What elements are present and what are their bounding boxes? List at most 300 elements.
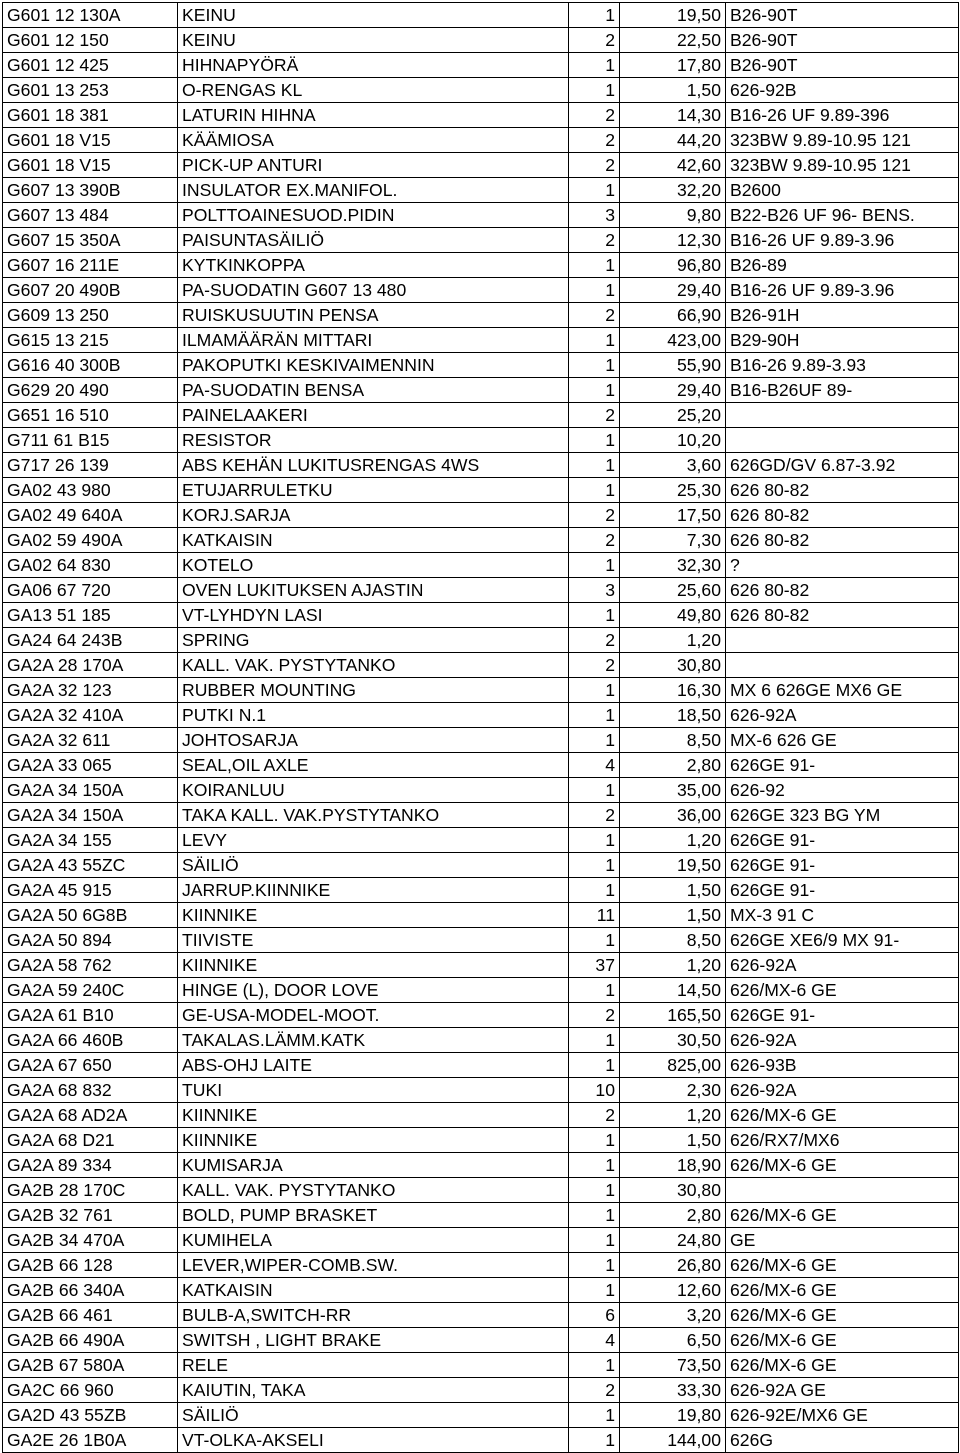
part-code-cell: GA2A 32 123 — [3, 678, 178, 703]
part-name-cell: TUKI — [178, 1078, 569, 1103]
part-code-cell: GA2A 67 650 — [3, 1053, 178, 1078]
quantity-cell: 2 — [569, 1103, 620, 1128]
part-code-cell: GA2B 28 170C — [3, 1178, 178, 1203]
price-cell: 55,90 — [620, 353, 726, 378]
model-cell: 626/MX-6 GE — [726, 1328, 959, 1353]
table-row — [3, 1203, 959, 1228]
quantity-cell: 1 — [569, 428, 620, 453]
quantity-cell: 2 — [569, 503, 620, 528]
quantity-cell: 2 — [569, 803, 620, 828]
part-name-cell: RUISKUSUUTIN PENSA — [178, 303, 569, 328]
part-name-cell: ETUJARRULETKU — [178, 478, 569, 503]
price-cell: 165,50 — [620, 1003, 726, 1028]
part-code-cell: GA2B 34 470A — [3, 1228, 178, 1253]
quantity-cell: 1 — [569, 553, 620, 578]
price-cell: 9,80 — [620, 203, 726, 228]
model-cell: 626GE 323 BG YM — [726, 803, 959, 828]
model-cell: B29-90H — [726, 328, 959, 353]
model-cell: 626-93B — [726, 1053, 959, 1078]
table-row — [3, 553, 959, 578]
table-row — [3, 1053, 959, 1078]
price-cell: 33,30 — [620, 1378, 726, 1403]
table-row — [3, 603, 959, 628]
part-code-cell: G615 13 215 — [3, 328, 178, 353]
quantity-cell: 1 — [569, 1053, 620, 1078]
table-row — [3, 28, 959, 53]
table-row — [3, 1328, 959, 1353]
table-row — [3, 3, 959, 28]
price-cell: 30,50 — [620, 1028, 726, 1053]
table-row — [3, 978, 959, 1003]
model-cell: 626-92A GE — [726, 1378, 959, 1403]
quantity-cell: 1 — [569, 778, 620, 803]
table-row — [3, 528, 959, 553]
model-cell: B26-89 — [726, 253, 959, 278]
part-code-cell: GA02 64 830 — [3, 553, 178, 578]
part-code-cell: GA2B 32 761 — [3, 1203, 178, 1228]
model-cell: B26-90T — [726, 53, 959, 78]
table-row — [3, 1153, 959, 1178]
model-cell: 626GE 91- — [726, 753, 959, 778]
part-code-cell: GA2A 32 410A — [3, 703, 178, 728]
part-name-cell: POLTTOAINESUOD.PIDIN — [178, 203, 569, 228]
model-cell: 323BW 9.89-10.95 121 — [726, 153, 959, 178]
part-name-cell: PA-SUODATIN G607 13 480 — [178, 278, 569, 303]
quantity-cell: 1 — [569, 1403, 620, 1428]
part-name-cell: KEINU — [178, 3, 569, 28]
price-cell: 19,50 — [620, 3, 726, 28]
table-row — [3, 503, 959, 528]
quantity-cell: 1 — [569, 678, 620, 703]
price-cell: 12,30 — [620, 228, 726, 253]
price-cell: 14,30 — [620, 103, 726, 128]
part-code-cell: GA2B 66 461 — [3, 1303, 178, 1328]
part-code-cell: G629 20 490 — [3, 378, 178, 403]
part-code-cell: G601 18 V15 — [3, 153, 178, 178]
price-cell: 1,50 — [620, 1128, 726, 1153]
quantity-cell: 1 — [569, 828, 620, 853]
table-row — [3, 1128, 959, 1153]
quantity-cell: 1 — [569, 1353, 620, 1378]
model-cell: 323BW 9.89-10.95 121 — [726, 128, 959, 153]
part-name-cell: GE-USA-MODEL-MOOT. — [178, 1003, 569, 1028]
model-cell: B16-26 UF 9.89-396 — [726, 103, 959, 128]
part-name-cell: PUTKI N.1 — [178, 703, 569, 728]
price-cell: 1,50 — [620, 878, 726, 903]
table-row — [3, 253, 959, 278]
price-cell: 32,20 — [620, 178, 726, 203]
part-code-cell: GA2A 32 611 — [3, 728, 178, 753]
part-name-cell: LEVY — [178, 828, 569, 853]
model-cell: 626/MX-6 GE — [726, 978, 959, 1003]
part-name-cell: LEVER,WIPER-COMB.SW. — [178, 1253, 569, 1278]
part-name-cell: KEINU — [178, 28, 569, 53]
part-name-cell: KOTELO — [178, 553, 569, 578]
model-cell: B22-B26 UF 96- BENS. — [726, 203, 959, 228]
table-row — [3, 303, 959, 328]
part-code-cell: GA13 51 185 — [3, 603, 178, 628]
parts-table — [2, 2, 959, 1453]
model-cell: MX-3 91 C — [726, 903, 959, 928]
part-code-cell: GA02 43 980 — [3, 478, 178, 503]
quantity-cell: 1 — [569, 878, 620, 903]
part-code-cell: GA2B 66 490A — [3, 1328, 178, 1353]
part-name-cell: KOIRANLUU — [178, 778, 569, 803]
table-row — [3, 378, 959, 403]
part-code-cell: G601 13 253 — [3, 78, 178, 103]
part-name-cell: PAISUNTASÄILIÖ — [178, 228, 569, 253]
table-row — [3, 128, 959, 153]
table-row — [3, 828, 959, 853]
part-name-cell: VT-OLKA-AKSELI — [178, 1428, 569, 1453]
part-code-cell: GA2E 26 1B0A — [3, 1428, 178, 1453]
quantity-cell: 1 — [569, 703, 620, 728]
price-cell: 2,80 — [620, 1203, 726, 1228]
quantity-cell: 1 — [569, 78, 620, 103]
model-cell: 626GD/GV 6.87-3.92 — [726, 453, 959, 478]
part-name-cell: ABS-OHJ LAITE — [178, 1053, 569, 1078]
part-name-cell: TAKALAS.LÄMM.KATK — [178, 1028, 569, 1053]
part-name-cell: HINGE (L), DOOR LOVE — [178, 978, 569, 1003]
price-cell: 1,20 — [620, 628, 726, 653]
part-code-cell: GA2A 45 915 — [3, 878, 178, 903]
model-cell: 626 80-82 — [726, 578, 959, 603]
part-code-cell: GA2A 50 6G8B — [3, 903, 178, 928]
part-code-cell: GA2B 67 580A — [3, 1353, 178, 1378]
price-cell: 19,80 — [620, 1403, 726, 1428]
part-name-cell: PAINELAAKERI — [178, 403, 569, 428]
part-code-cell: G601 12 425 — [3, 53, 178, 78]
price-cell: 1,50 — [620, 903, 726, 928]
model-cell: 626-92A — [726, 1028, 959, 1053]
table-row — [3, 1103, 959, 1128]
part-code-cell: GA02 49 640A — [3, 503, 178, 528]
part-code-cell: GA2B 66 340A — [3, 1278, 178, 1303]
part-code-cell: G607 13 390B — [3, 178, 178, 203]
price-cell: 3,60 — [620, 453, 726, 478]
quantity-cell: 3 — [569, 203, 620, 228]
part-code-cell: GA2A 43 55ZC — [3, 853, 178, 878]
price-cell: 8,50 — [620, 928, 726, 953]
quantity-cell: 1 — [569, 253, 620, 278]
part-name-cell: KIINNIKE — [178, 1103, 569, 1128]
quantity-cell: 2 — [569, 1003, 620, 1028]
part-name-cell: SWITSH , LIGHT BRAKE — [178, 1328, 569, 1353]
quantity-cell: 1 — [569, 1153, 620, 1178]
part-code-cell: GA2A 50 894 — [3, 928, 178, 953]
quantity-cell: 2 — [569, 403, 620, 428]
quantity-cell: 2 — [569, 303, 620, 328]
price-cell: 30,80 — [620, 1178, 726, 1203]
part-code-cell: GA24 64 243B — [3, 628, 178, 653]
model-cell: 626GE XE6/9 MX 91- — [726, 928, 959, 953]
table-row — [3, 1253, 959, 1278]
part-name-cell: VT-LYHDYN LASI — [178, 603, 569, 628]
model-cell: 626 80-82 — [726, 478, 959, 503]
model-cell: 626GE 91- — [726, 853, 959, 878]
part-name-cell: KYTKINKOPPA — [178, 253, 569, 278]
table-row — [3, 328, 959, 353]
quantity-cell: 1 — [569, 603, 620, 628]
price-cell: 825,00 — [620, 1053, 726, 1078]
part-code-cell: GA2D 43 55ZB — [3, 1403, 178, 1428]
model-cell — [726, 403, 959, 428]
price-cell: 18,90 — [620, 1153, 726, 1178]
part-name-cell: SPRING — [178, 628, 569, 653]
price-cell: 35,00 — [620, 778, 726, 803]
part-code-cell: GA2A 33 065 — [3, 753, 178, 778]
quantity-cell: 1 — [569, 328, 620, 353]
part-name-cell: KÄÄMIOSA — [178, 128, 569, 153]
model-cell: 626 80-82 — [726, 603, 959, 628]
part-name-cell: KUMISARJA — [178, 1153, 569, 1178]
part-name-cell: TIIVISTE — [178, 928, 569, 953]
model-cell: 626-92 — [726, 778, 959, 803]
part-code-cell: G651 16 510 — [3, 403, 178, 428]
part-name-cell: BOLD, PUMP BRASKET — [178, 1203, 569, 1228]
table-row — [3, 1278, 959, 1303]
price-cell: 423,00 — [620, 328, 726, 353]
quantity-cell: 1 — [569, 1203, 620, 1228]
quantity-cell: 2 — [569, 128, 620, 153]
table-row — [3, 1078, 959, 1103]
part-name-cell: ILMAMÄÄRÄN MITTARI — [178, 328, 569, 353]
quantity-cell: 37 — [569, 953, 620, 978]
part-code-cell: G601 18 V15 — [3, 128, 178, 153]
price-cell: 3,20 — [620, 1303, 726, 1328]
part-code-cell: GA2A 68 D21 — [3, 1128, 178, 1153]
quantity-cell: 1 — [569, 278, 620, 303]
quantity-cell: 2 — [569, 1378, 620, 1403]
quantity-cell: 1 — [569, 978, 620, 1003]
model-cell: 626GE 91- — [726, 1003, 959, 1028]
table-row — [3, 728, 959, 753]
part-name-cell: KATKAISIN — [178, 1278, 569, 1303]
quantity-cell: 2 — [569, 28, 620, 53]
part-name-cell: SÄILIÖ — [178, 853, 569, 878]
price-cell: 1,20 — [620, 953, 726, 978]
table-row — [3, 1378, 959, 1403]
price-cell: 30,80 — [620, 653, 726, 678]
model-cell: 626/MX-6 GE — [726, 1253, 959, 1278]
price-cell: 29,40 — [620, 278, 726, 303]
part-name-cell: KIINNIKE — [178, 903, 569, 928]
part-name-cell: RELE — [178, 1353, 569, 1378]
part-name-cell: ABS KEHÄN LUKITUSRENGAS 4WS — [178, 453, 569, 478]
part-code-cell: GA2A 68 832 — [3, 1078, 178, 1103]
part-name-cell: O-RENGAS KL — [178, 78, 569, 103]
part-code-cell: G607 16 211E — [3, 253, 178, 278]
price-cell: 144,00 — [620, 1428, 726, 1453]
part-name-cell: KATKAISIN — [178, 528, 569, 553]
price-cell: 2,80 — [620, 753, 726, 778]
parts-table-body — [3, 3, 959, 1453]
quantity-cell: 1 — [569, 853, 620, 878]
price-cell: 8,50 — [620, 728, 726, 753]
quantity-cell: 1 — [569, 3, 620, 28]
price-cell: 1,20 — [620, 1103, 726, 1128]
price-cell: 17,80 — [620, 53, 726, 78]
model-cell: 626/MX-6 GE — [726, 1278, 959, 1303]
quantity-cell: 1 — [569, 728, 620, 753]
price-cell: 6,50 — [620, 1328, 726, 1353]
model-cell: MX 6 626GE MX6 GE — [726, 678, 959, 703]
part-code-cell: GA06 67 720 — [3, 578, 178, 603]
model-cell: ? — [726, 553, 959, 578]
table-row — [3, 203, 959, 228]
part-code-cell: G601 12 150 — [3, 28, 178, 53]
quantity-cell: 2 — [569, 653, 620, 678]
part-code-cell: G607 13 484 — [3, 203, 178, 228]
part-code-cell: G601 18 381 — [3, 103, 178, 128]
table-row — [3, 1228, 959, 1253]
model-cell: 626/MX-6 GE — [726, 1153, 959, 1178]
quantity-cell: 1 — [569, 1428, 620, 1453]
part-name-cell: PICK-UP ANTURI — [178, 153, 569, 178]
part-name-cell: INSULATOR EX.MANIFOL. — [178, 178, 569, 203]
price-cell: 49,80 — [620, 603, 726, 628]
price-cell: 2,30 — [620, 1078, 726, 1103]
table-row — [3, 1303, 959, 1328]
table-row — [3, 103, 959, 128]
price-cell: 1,20 — [620, 828, 726, 853]
table-row — [3, 478, 959, 503]
price-cell: 22,50 — [620, 28, 726, 53]
part-code-cell: G616 40 300B — [3, 353, 178, 378]
table-row — [3, 228, 959, 253]
quantity-cell: 2 — [569, 153, 620, 178]
model-cell: 626-92B — [726, 78, 959, 103]
table-row — [3, 703, 959, 728]
part-code-cell: GA02 59 490A — [3, 528, 178, 553]
part-code-cell: GA2A 58 762 — [3, 953, 178, 978]
part-name-cell: HIHNAPYÖRÄ — [178, 53, 569, 78]
price-cell: 42,60 — [620, 153, 726, 178]
price-cell: 19,50 — [620, 853, 726, 878]
quantity-cell: 2 — [569, 228, 620, 253]
part-name-cell: KALL. VAK. PYSTYTANKO — [178, 653, 569, 678]
quantity-cell: 1 — [569, 478, 620, 503]
quantity-cell: 4 — [569, 753, 620, 778]
price-cell: 17,50 — [620, 503, 726, 528]
table-row — [3, 653, 959, 678]
model-cell: MX-6 626 GE — [726, 728, 959, 753]
model-cell: 626-92E/MX6 GE — [726, 1403, 959, 1428]
table-row — [3, 803, 959, 828]
quantity-cell: 1 — [569, 1253, 620, 1278]
table-row — [3, 878, 959, 903]
part-name-cell: LATURIN HIHNA — [178, 103, 569, 128]
model-cell: 626G — [726, 1428, 959, 1453]
price-cell: 14,50 — [620, 978, 726, 1003]
part-code-cell: G609 13 250 — [3, 303, 178, 328]
part-name-cell: KIINNIKE — [178, 1128, 569, 1153]
model-cell — [726, 628, 959, 653]
price-cell: 26,80 — [620, 1253, 726, 1278]
table-row — [3, 153, 959, 178]
quantity-cell: 1 — [569, 178, 620, 203]
quantity-cell: 1 — [569, 353, 620, 378]
table-row — [3, 628, 959, 653]
price-cell: 32,30 — [620, 553, 726, 578]
quantity-cell: 1 — [569, 1278, 620, 1303]
table-row — [3, 278, 959, 303]
part-name-cell: KIINNIKE — [178, 953, 569, 978]
model-cell: 626 80-82 — [726, 503, 959, 528]
price-cell: 1,50 — [620, 78, 726, 103]
quantity-cell: 1 — [569, 53, 620, 78]
part-name-cell: KUMIHELA — [178, 1228, 569, 1253]
part-code-cell: G607 15 350A — [3, 228, 178, 253]
part-code-cell: G607 20 490B — [3, 278, 178, 303]
part-code-cell: GA2A 61 B10 — [3, 1003, 178, 1028]
part-name-cell: KAIUTIN, TAKA — [178, 1378, 569, 1403]
table-row — [3, 178, 959, 203]
price-cell: 73,50 — [620, 1353, 726, 1378]
part-name-cell: OVEN LUKITUKSEN AJASTIN — [178, 578, 569, 603]
table-row — [3, 428, 959, 453]
quantity-cell: 11 — [569, 903, 620, 928]
price-cell: 24,80 — [620, 1228, 726, 1253]
quantity-cell: 1 — [569, 378, 620, 403]
price-cell: 18,50 — [620, 703, 726, 728]
part-name-cell: TAKA KALL. VAK.PYSTYTANKO — [178, 803, 569, 828]
table-row — [3, 1028, 959, 1053]
part-code-cell: GA2A 34 150A — [3, 778, 178, 803]
model-cell: B26-90T — [726, 28, 959, 53]
table-row — [3, 853, 959, 878]
model-cell: 626-92A — [726, 1078, 959, 1103]
quantity-cell: 2 — [569, 628, 620, 653]
quantity-cell: 2 — [569, 103, 620, 128]
part-name-cell: SÄILIÖ — [178, 1403, 569, 1428]
table-row — [3, 903, 959, 928]
model-cell: 626GE 91- — [726, 828, 959, 853]
table-row — [3, 678, 959, 703]
part-name-cell: PAKOPUTKI KESKIVAIMENNIN — [178, 353, 569, 378]
table-row — [3, 753, 959, 778]
model-cell: B26-91H — [726, 303, 959, 328]
model-cell: B2600 — [726, 178, 959, 203]
part-name-cell: SEAL,OIL AXLE — [178, 753, 569, 778]
quantity-cell: 1 — [569, 928, 620, 953]
quantity-cell: 1 — [569, 1028, 620, 1053]
part-name-cell: KORJ.SARJA — [178, 503, 569, 528]
quantity-cell: 1 — [569, 453, 620, 478]
model-cell: B16-26 UF 9.89-3.96 — [726, 228, 959, 253]
part-name-cell: KALL. VAK. PYSTYTANKO — [178, 1178, 569, 1203]
part-code-cell: G711 61 B15 — [3, 428, 178, 453]
table-row — [3, 53, 959, 78]
model-cell: 626GE 91- — [726, 878, 959, 903]
table-row — [3, 1428, 959, 1453]
table-row — [3, 1403, 959, 1428]
price-cell: 29,40 — [620, 378, 726, 403]
model-cell: B16-B26UF 89- — [726, 378, 959, 403]
price-cell: 25,60 — [620, 578, 726, 603]
model-cell: 626/MX-6 GE — [726, 1353, 959, 1378]
part-code-cell: G717 26 139 — [3, 453, 178, 478]
part-name-cell: RESISTOR — [178, 428, 569, 453]
part-name-cell: PA-SUODATIN BENSA — [178, 378, 569, 403]
model-cell: GE — [726, 1228, 959, 1253]
part-code-cell: GA2B 66 128 — [3, 1253, 178, 1278]
table-row — [3, 78, 959, 103]
part-code-cell: GA2C 66 960 — [3, 1378, 178, 1403]
table-row — [3, 1003, 959, 1028]
part-name-cell: BULB-A,SWITCH-RR — [178, 1303, 569, 1328]
model-cell: 626 80-82 — [726, 528, 959, 553]
